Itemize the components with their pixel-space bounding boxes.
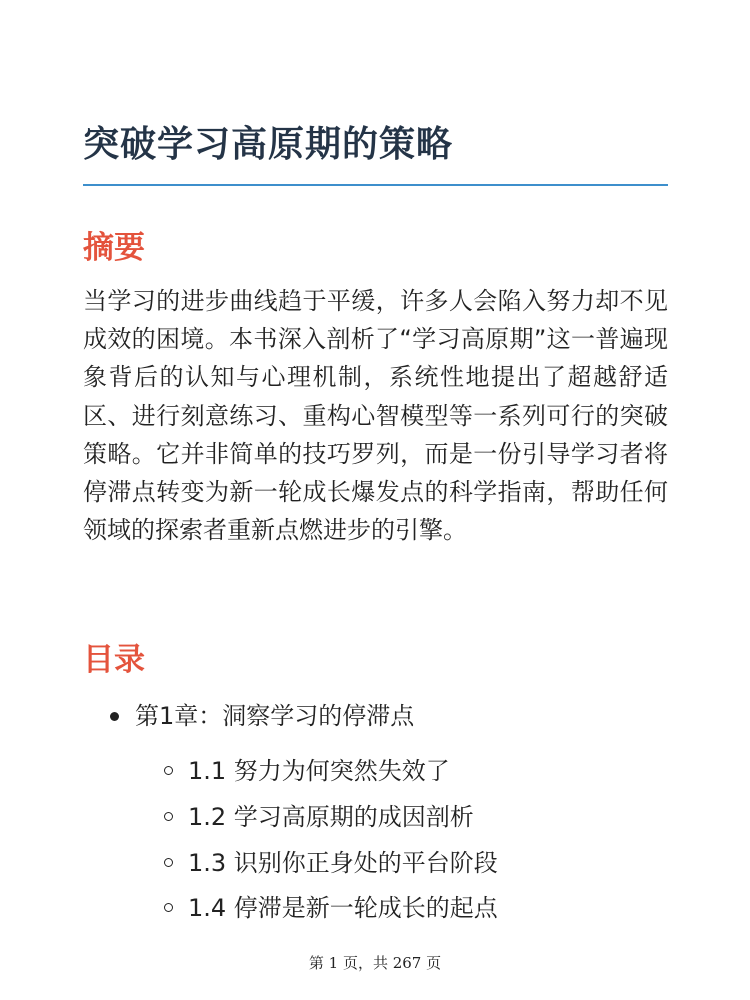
toc-chapter-1[interactable] <box>83 697 668 922</box>
hollow-bullet-icon <box>164 858 173 867</box>
filled-bullet-icon <box>110 712 119 721</box>
title-divider <box>83 184 668 186</box>
toc-heading: 目录 <box>83 642 145 678</box>
document-title: 突破学习高原期的策略 <box>83 124 454 165</box>
toc-section-1-4[interactable] <box>188 889 498 927</box>
toc-section-label[interactable]: 1.4 停滞是新一轮成长的起点 <box>188 894 498 922</box>
toc-chapter-label[interactable]: 第1章：洞察学习的停滞点 <box>135 702 415 730</box>
toc-section-1-3[interactable] <box>188 844 498 882</box>
toc-section-1-2[interactable] <box>188 798 474 836</box>
page-footer: 第 1 页，共 267 页 <box>308 954 442 972</box>
abstract-text: 当学习的进步曲线趋于平缓，许多人会陷入努力却不见成效的困境。本书深入剖析了“学习高原期”这一普遍现象背后的认知与心理机制，系统性地提出了超越舒适区、进行刻意练习、重构心智模型等一系列可行的突破策略。它并非简单的技巧罗列，而是一份引导学习者将停滞点转变为新一轮成长爆发点的科学指南，帮助任何领域的探索者重新点燃进步的引擎。 <box>83 287 668 545</box>
toc-section-label[interactable]: 1.2 学习高原期的成因剖析 <box>188 803 474 831</box>
hollow-bullet-icon <box>164 903 173 912</box>
hollow-bullet-icon <box>164 766 173 775</box>
abstract-heading: 摘要 <box>83 230 145 266</box>
toc-section-1-1[interactable] <box>188 752 450 790</box>
toc-section-label[interactable]: 1.3 识别你正身处的平台阶段 <box>188 849 498 877</box>
hollow-bullet-icon <box>164 812 173 821</box>
toc-section-label[interactable]: 1.1 努力为何突然失效了 <box>188 757 450 785</box>
table-of-contents <box>83 697 668 922</box>
